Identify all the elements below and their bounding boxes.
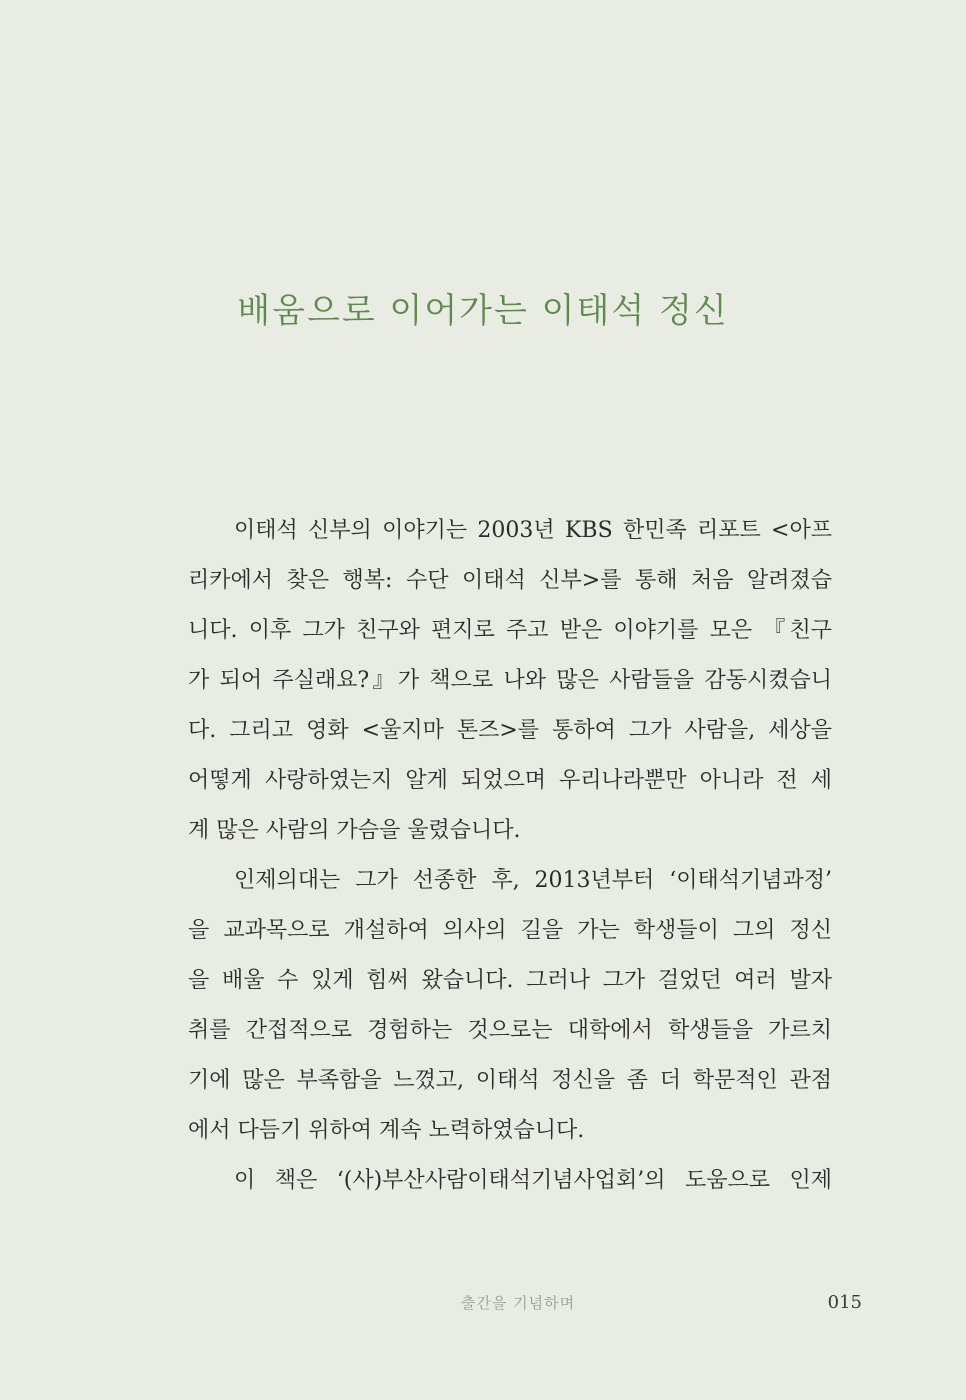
body-line: 어떻게 사랑하였는지 알게 되었으며 우리나라뿐만 아니라 전 세 [188, 768, 832, 793]
body-line: 을 배울 수 있게 힘써 왔습니다. 그러나 그가 걸었던 여러 발자 [188, 968, 832, 993]
body-line: 다. 그리고 영화 <울지마 톤즈>를 통하여 그가 사람을, 세상을 [188, 718, 832, 743]
body-text [188, 506, 832, 1206]
body-line: 리카에서 찾은 행복: 수단 이태석 신부>를 통해 처음 알려졌습 [188, 568, 832, 593]
body-line: 에서 다듬기 위하여 계속 노력하였습니다. [188, 1118, 585, 1143]
body-line: 계 많은 사람의 가슴을 울렸습니다. [188, 818, 521, 843]
body-line: 니다. 이후 그가 친구와 편지로 주고 받은 이야기를 모은 『친구 [188, 618, 832, 643]
body-line: 이태석 신부의 이야기는 2003년 KBS 한민족 리포트 <아프 [234, 518, 832, 543]
page-title: 배움으로 이어가는 이태석 정신 [237, 291, 729, 331]
body-line: 이 책은 ‘(사)부산사람이태석기념사업회’의 도움으로 인제 [234, 1168, 832, 1193]
body-line: 가 되어 주실래요?』가 책으로 나와 많은 사람들을 감동시켰습니 [188, 668, 832, 693]
body-line: 을 교과목으로 개설하여 의사의 길을 가는 학생들이 그의 정신 [188, 918, 832, 943]
body-line: 인제의대는 그가 선종한 후, 2013년부터 ‘이태석기념과정’ [234, 868, 832, 893]
body-line: 취를 간접적으로 경험하는 것으로는 대학에서 학생들을 가르치 [188, 1018, 832, 1043]
running-title: 출간을 기념하며 [460, 1294, 576, 1312]
page-number: 015 [827, 1292, 862, 1313]
page-footer [0, 1292, 966, 1316]
body-line: 기에 많은 부족함을 느꼈고, 이태석 정신을 좀 더 학문적인 관점 [188, 1068, 832, 1093]
